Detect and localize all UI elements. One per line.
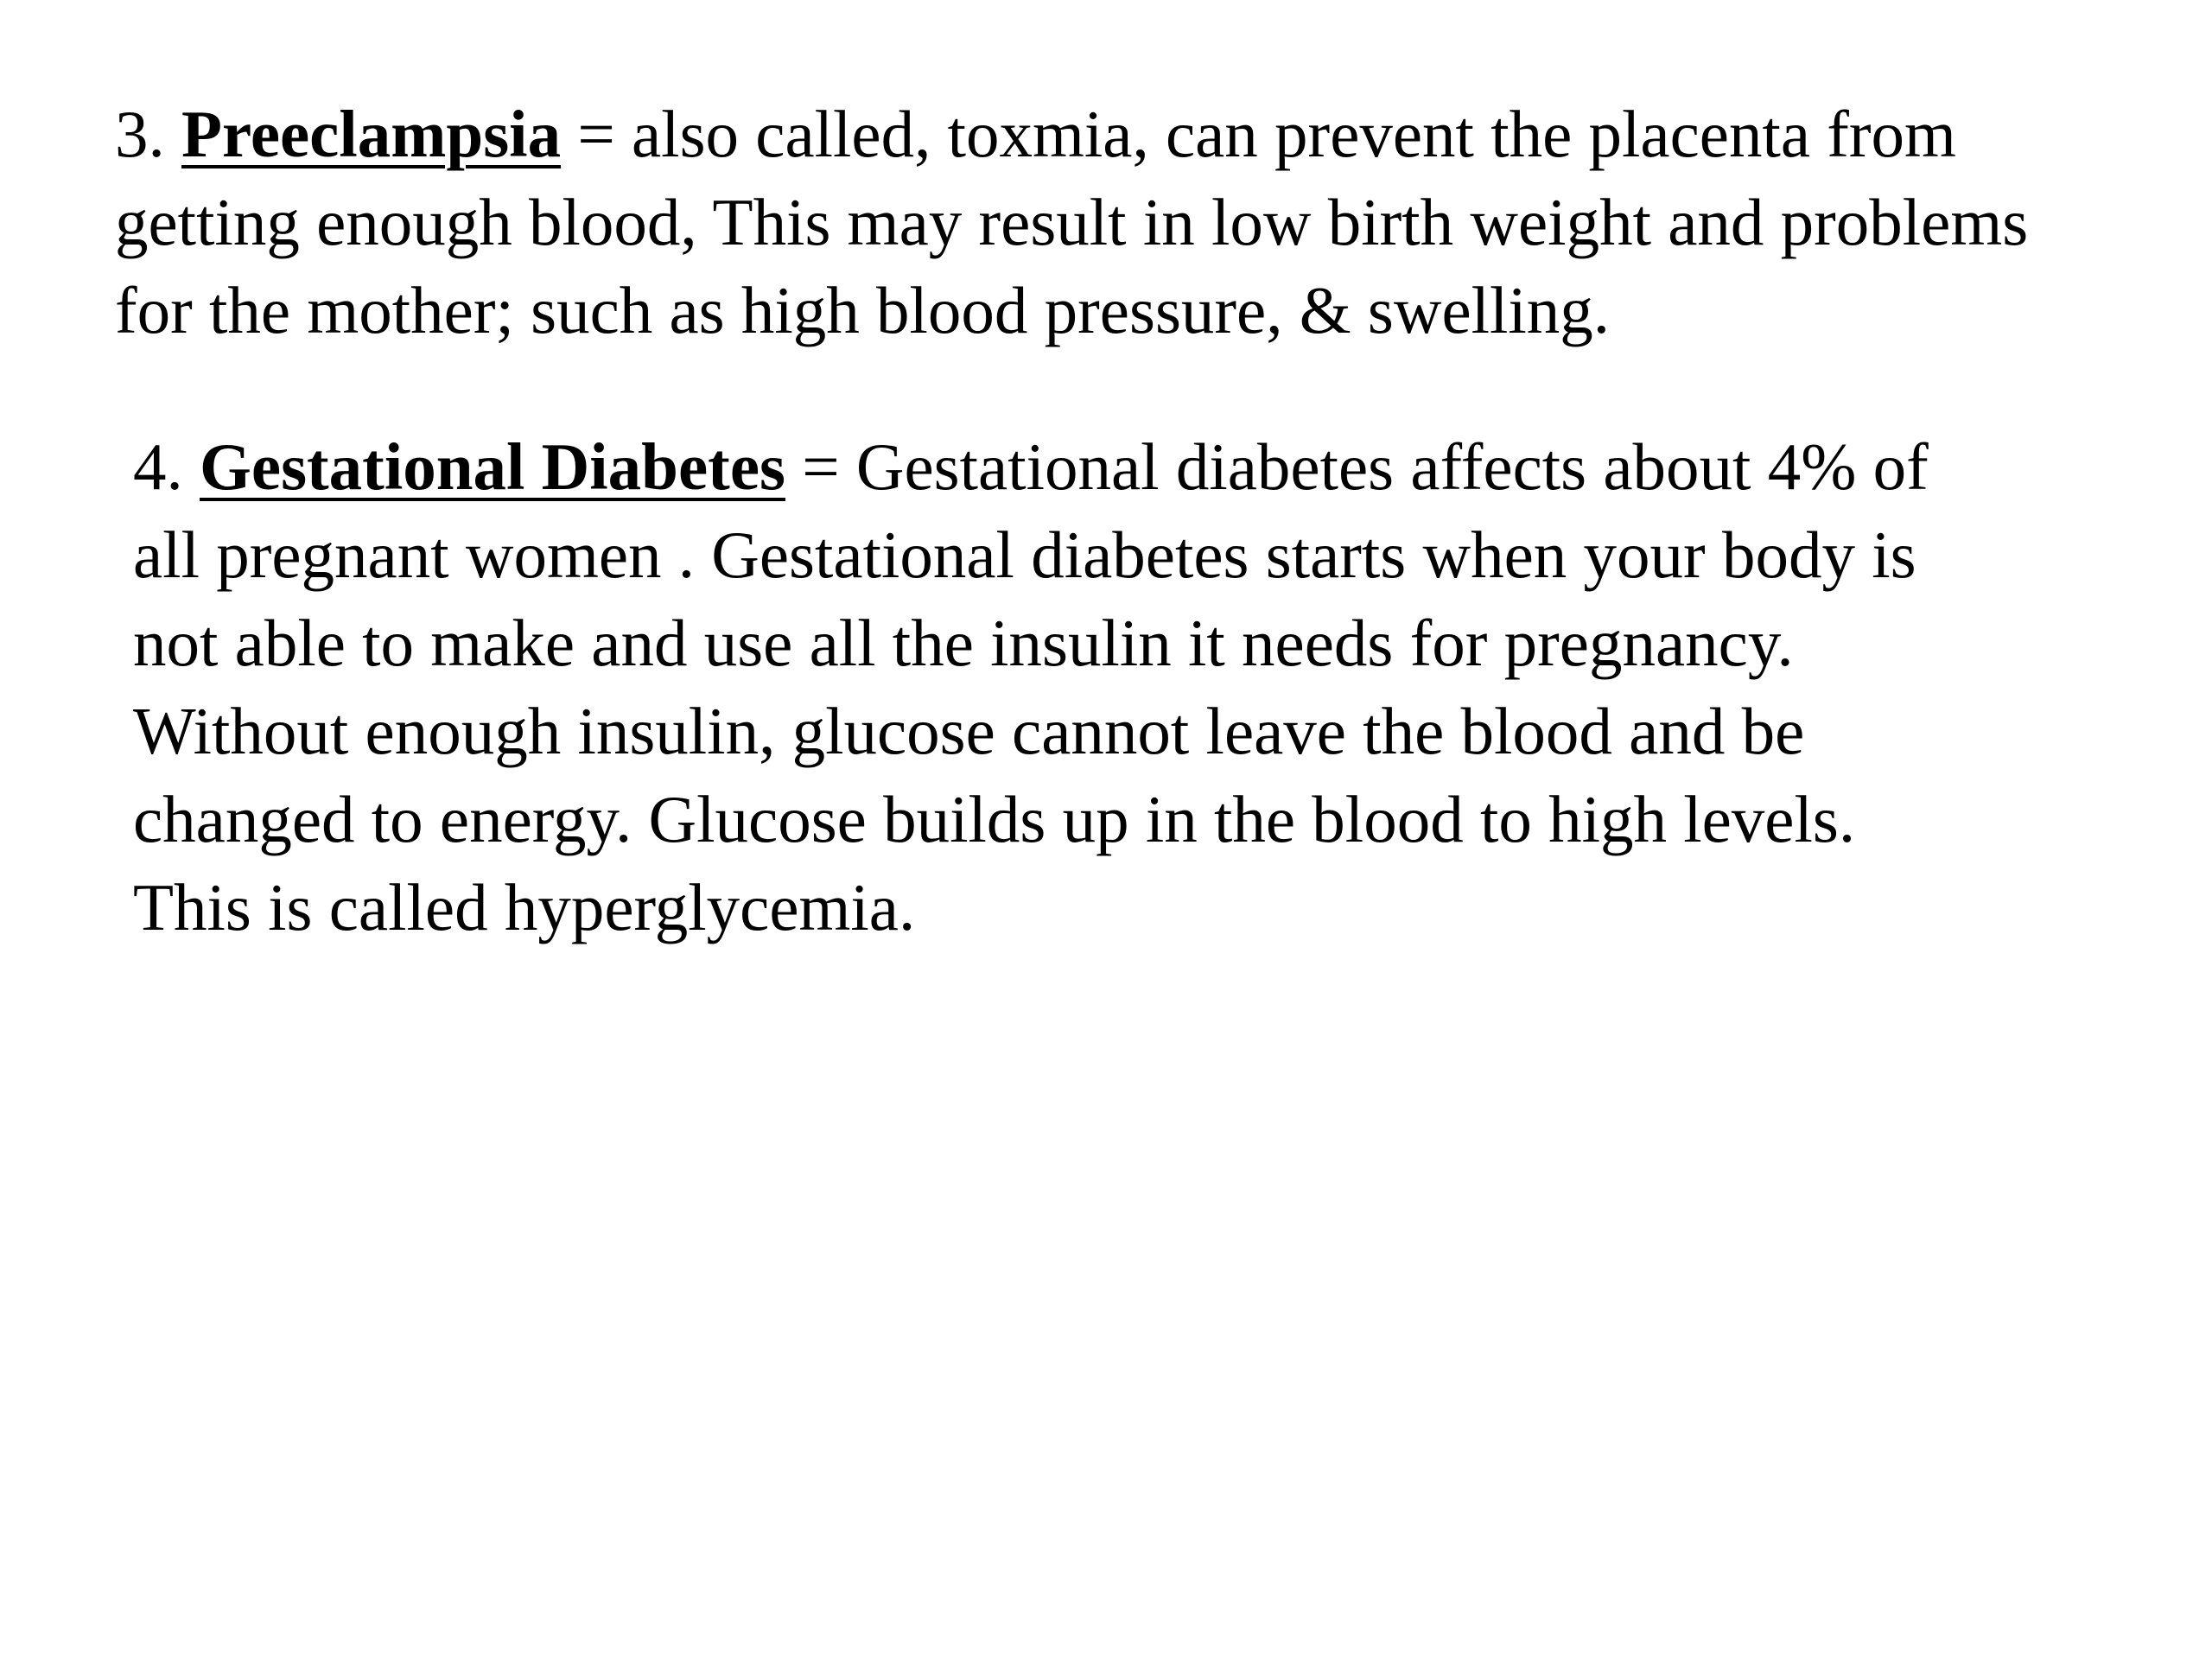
definition-line: all pregnant women . Gestational diabetes starts when your body is — [133, 518, 1916, 592]
definition-line: Without enough insulin, glucose cannot leave the blood and be — [133, 694, 1805, 768]
item-preeclampsia — [115, 90, 2212, 354]
definition-text: = Gestational diabetes affects about 4% of — [802, 429, 1929, 504]
definition-text: = also called, toxmia, can prevent the placenta from — [577, 97, 1956, 171]
item-preeclampsia-line-1 — [115, 90, 2212, 178]
definition-line: not able to make and use all the insulin it needs for pregnancy. — [133, 606, 1794, 680]
term-gestational-diabetes: Gestational Diabetes — [200, 429, 785, 504]
definition-line: for the mother; such as high blood pressure, & swelling. — [115, 273, 1611, 347]
definition-line: changed to energy. Glucose builds up in the blood to high levels. — [133, 782, 1856, 856]
term-preeclampsia: Preeclampsia — [181, 97, 562, 171]
definition-line: This is called hyperglycemia. — [133, 870, 916, 944]
item-number: 4. — [133, 429, 183, 504]
item-gestational-diabetes — [133, 423, 2207, 951]
definition-line: getting enough blood, This may result in low birth weight and problems — [115, 185, 2029, 259]
item-gestational-diabetes-line-1 — [133, 423, 2207, 511]
item-number: 3. — [115, 97, 165, 171]
